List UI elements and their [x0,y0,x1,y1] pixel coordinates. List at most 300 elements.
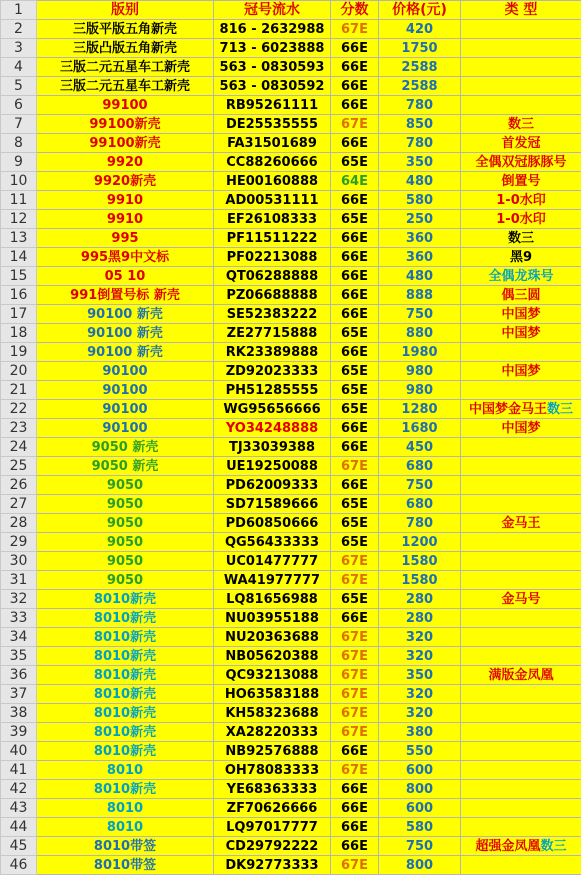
table-row [1,609,581,628]
table-row [1,248,581,267]
cell-serial[interactable]: TJ33039388 [214,438,331,457]
cell-serial[interactable]: SE52383222 [214,305,331,324]
row-number[interactable]: 18 [1,324,37,343]
cell-price[interactable]: 680 [379,495,461,514]
cell-price[interactable]: 980 [379,381,461,400]
cell-price[interactable]: 600 [379,799,461,818]
cell-edition[interactable]: 90100 新壳 [37,343,214,362]
cell-price[interactable]: 320 [379,704,461,723]
row-number[interactable]: 19 [1,343,37,362]
cell-type[interactable] [461,457,581,476]
cell-edition[interactable]: 9920新壳 [37,172,214,191]
cell-score[interactable]: 66E [331,609,379,628]
cell-type[interactable] [461,115,581,134]
cell-type[interactable] [461,590,581,609]
cell-serial[interactable]: NU03955188 [214,609,331,628]
cell-price[interactable]: 360 [379,229,461,248]
row-number[interactable]: 3 [1,39,37,58]
row-number[interactable]: 29 [1,533,37,552]
row-number[interactable]: 45 [1,837,37,856]
cell-type[interactable] [461,58,581,77]
cell-edition[interactable]: 9050 [37,514,214,533]
cell-price[interactable]: 2588 [379,77,461,96]
cell-score[interactable]: 66E [331,134,379,153]
cell-price[interactable]: 280 [379,590,461,609]
cell-score[interactable]: 66E [331,267,379,286]
cell-edition[interactable]: 8010新壳 [37,780,214,799]
cell-edition[interactable]: 8010带签 [37,837,214,856]
cell-serial[interactable]: PD62009333 [214,476,331,495]
row-number[interactable]: 42 [1,780,37,799]
cell-edition[interactable]: 三版凸版五角新壳 [37,39,214,58]
cell-edition[interactable]: 90100 [37,362,214,381]
cell-edition[interactable]: 99100 [37,96,214,115]
row-number[interactable]: 44 [1,818,37,837]
type-label: 数三 [507,116,534,132]
cell-edition[interactable]: 8010新壳 [37,590,214,609]
cell-score[interactable]: 66E [331,305,379,324]
cell-score[interactable]: 67E [331,723,379,742]
table-row [1,343,581,362]
cell-edition[interactable]: 9910 [37,191,214,210]
cell-serial[interactable]: LQ81656988 [214,590,331,609]
row-number[interactable]: 21 [1,381,37,400]
header-serial[interactable]: 冠号流水 [214,1,331,20]
cell-edition[interactable]: 05 10 [37,267,214,286]
cell-price[interactable]: 780 [379,134,461,153]
cell-score[interactable]: 66E [331,343,379,362]
cell-price[interactable]: 750 [379,476,461,495]
header-score[interactable]: 分数 [331,1,379,20]
table-row [1,134,581,153]
type-label: 1-0水印 [496,192,546,208]
cell-edition[interactable]: 9050 [37,495,214,514]
cell-edition[interactable]: 8010新壳 [37,666,214,685]
cell-edition[interactable]: 9050 新壳 [37,457,214,476]
cell-price[interactable]: 1280 [379,400,461,419]
cell-edition[interactable]: 三版二元五星车工新壳 [37,58,214,77]
cell-type[interactable] [461,191,581,210]
cell-serial[interactable]: QT06288888 [214,267,331,286]
cell-serial[interactable]: WG95656666 [214,400,331,419]
row-number[interactable]: 1 [1,1,37,20]
cell-score[interactable]: 65E [331,590,379,609]
cell-serial[interactable]: FA31501689 [214,134,331,153]
cell-price[interactable]: 600 [379,761,461,780]
row-number[interactable]: 27 [1,495,37,514]
cell-serial[interactable]: 816 - 2632988 [214,20,331,39]
cell-score[interactable]: 66E [331,780,379,799]
cell-type[interactable] [461,210,581,229]
cell-type[interactable] [461,742,581,761]
cell-edition[interactable]: 9910 [37,210,214,229]
row-number[interactable]: 25 [1,457,37,476]
cell-score[interactable]: 67E [331,856,379,875]
cell-edition[interactable]: 995 [37,229,214,248]
cell-type[interactable] [461,438,581,457]
cell-score[interactable]: 67E [331,20,379,39]
cell-edition[interactable]: 8010 [37,799,214,818]
row-number[interactable]: 6 [1,96,37,115]
cell-serial[interactable]: YE68363333 [214,780,331,799]
cell-price[interactable]: 580 [379,818,461,837]
cell-price[interactable]: 750 [379,305,461,324]
row-number[interactable]: 8 [1,134,37,153]
cell-serial[interactable]: XA28220333 [214,723,331,742]
cell-score[interactable]: 66E [331,58,379,77]
cell-score[interactable]: 65E [331,153,379,172]
cell-edition[interactable]: 三版平版五角新壳 [37,20,214,39]
cell-score[interactable]: 67E [331,761,379,780]
cell-price[interactable]: 320 [379,685,461,704]
cell-score[interactable]: 66E [331,818,379,837]
cell-price[interactable]: 320 [379,628,461,647]
cell-price[interactable]: 850 [379,115,461,134]
cell-type[interactable] [461,799,581,818]
cell-serial[interactable]: DK92773333 [214,856,331,875]
cell-score[interactable]: 66E [331,438,379,457]
cell-serial[interactable]: ZF70626666 [214,799,331,818]
cell-score[interactable]: 66E [331,77,379,96]
table-row [1,419,581,438]
cell-edition[interactable]: 9050 [37,571,214,590]
cell-serial[interactable]: PZ06688888 [214,286,331,305]
row-number[interactable]: 26 [1,476,37,495]
cell-price[interactable]: 750 [379,837,461,856]
type-label: 数三 [507,230,534,246]
cell-serial[interactable]: HO63583188 [214,685,331,704]
row-number[interactable]: 38 [1,704,37,723]
cell-price[interactable]: 350 [379,666,461,685]
cell-serial[interactable]: PH51285555 [214,381,331,400]
cell-price[interactable]: 2588 [379,58,461,77]
cell-edition[interactable]: 8010带签 [37,856,214,875]
row-number[interactable]: 4 [1,58,37,77]
cell-type[interactable] [461,495,581,514]
row-number[interactable]: 34 [1,628,37,647]
cell-price[interactable]: 780 [379,514,461,533]
row-number[interactable]: 7 [1,115,37,134]
cell-score[interactable]: 65E [331,495,379,514]
cell-price[interactable]: 1750 [379,39,461,58]
cell-price[interactable]: 380 [379,723,461,742]
cell-edition[interactable]: 8010新壳 [37,723,214,742]
cell-type[interactable] [461,476,581,495]
cell-type[interactable] [461,229,581,248]
cell-edition[interactable]: 8010新壳 [37,742,214,761]
cell-score[interactable]: 66E [331,419,379,438]
cell-edition[interactable]: 三版二元五星车工新壳 [37,77,214,96]
cell-serial[interactable]: HE00160888 [214,172,331,191]
cell-type[interactable] [461,20,581,39]
row-number[interactable]: 22 [1,400,37,419]
cell-price[interactable]: 350 [379,153,461,172]
cell-price[interactable]: 680 [379,457,461,476]
row-number[interactable]: 40 [1,742,37,761]
cell-serial[interactable]: UE19250088 [214,457,331,476]
cell-score[interactable]: 65E [331,210,379,229]
cell-type[interactable] [461,172,581,191]
cell-score[interactable]: 66E [331,742,379,761]
cell-edition[interactable]: 8010 [37,761,214,780]
cell-score[interactable]: 64E [331,172,379,191]
cell-price[interactable]: 420 [379,20,461,39]
row-number[interactable]: 41 [1,761,37,780]
row-number[interactable]: 36 [1,666,37,685]
row-number[interactable]: 28 [1,514,37,533]
row-number[interactable]: 16 [1,286,37,305]
cell-edition[interactable]: 9050 [37,552,214,571]
cell-type[interactable] [461,248,581,267]
row-number[interactable]: 23 [1,419,37,438]
cell-price[interactable]: 880 [379,324,461,343]
type-label: 超强金凤凰 [475,838,541,854]
cell-serial[interactable]: KH58323688 [214,704,331,723]
cell-score[interactable]: 67E [331,685,379,704]
cell-edition[interactable]: 90100 [37,419,214,438]
cell-type[interactable] [461,419,581,438]
cell-price[interactable]: 480 [379,172,461,191]
cell-score[interactable]: 66E [331,476,379,495]
row-number[interactable]: 32 [1,590,37,609]
cell-edition[interactable]: 99100新壳 [37,115,214,134]
cell-serial[interactable]: SD71589666 [214,495,331,514]
cell-type[interactable] [461,704,581,723]
row-number[interactable]: 2 [1,20,37,39]
row-number[interactable]: 5 [1,77,37,96]
cell-price[interactable]: 1680 [379,419,461,438]
header-row [1,1,581,20]
cell-edition[interactable]: 90100 新壳 [37,305,214,324]
cell-price[interactable]: 1580 [379,552,461,571]
cell-type[interactable] [461,96,581,115]
cell-type[interactable] [461,134,581,153]
row-number[interactable]: 15 [1,267,37,286]
cell-score[interactable]: 65E [331,533,379,552]
row-number[interactable]: 12 [1,210,37,229]
cell-edition[interactable]: 8010新壳 [37,628,214,647]
cell-type[interactable] [461,647,581,666]
cell-score[interactable]: 67E [331,457,379,476]
cell-type[interactable] [461,628,581,647]
cell-edition[interactable]: 9920 [37,153,214,172]
row-number[interactable]: 31 [1,571,37,590]
cell-type[interactable] [461,609,581,628]
cell-serial[interactable]: OH78083333 [214,761,331,780]
cell-serial[interactable]: NB05620388 [214,647,331,666]
cell-price[interactable]: 1200 [379,533,461,552]
cell-serial[interactable]: PF02213088 [214,248,331,267]
table-row [1,286,581,305]
cell-score[interactable]: 67E [331,647,379,666]
row-number[interactable]: 43 [1,799,37,818]
cell-price[interactable]: 580 [379,191,461,210]
type-label: 全偶龙珠号 [488,268,554,284]
row-number[interactable]: 13 [1,229,37,248]
row-number[interactable]: 37 [1,685,37,704]
table-row [1,172,581,191]
cell-price[interactable]: 250 [379,210,461,229]
cell-score[interactable]: 67E [331,628,379,647]
cell-score[interactable]: 67E [331,552,379,571]
cell-type[interactable] [461,153,581,172]
cell-serial[interactable]: AD00531111 [214,191,331,210]
header-price[interactable]: 价格(元) [379,1,461,20]
table-row [1,818,581,837]
cell-serial[interactable]: NB92576888 [214,742,331,761]
cell-type[interactable] [461,362,581,381]
cell-edition[interactable]: 9050 [37,476,214,495]
cell-price[interactable]: 1580 [379,571,461,590]
header-edition[interactable]: 版别 [37,1,214,20]
cell-serial[interactable]: PF11511222 [214,229,331,248]
cell-type[interactable] [461,381,581,400]
cell-score[interactable]: 65E [331,400,379,419]
row-number[interactable]: 11 [1,191,37,210]
row-number[interactable]: 10 [1,172,37,191]
cell-price[interactable]: 1980 [379,343,461,362]
cell-serial[interactable]: RK23389888 [214,343,331,362]
table-row [1,39,581,58]
table-row [1,856,581,875]
cell-serial[interactable]: WA41977777 [214,571,331,590]
cell-edition[interactable]: 8010新壳 [37,704,214,723]
cell-score[interactable]: 66E [331,96,379,115]
cell-edition[interactable]: 90100 [37,400,214,419]
cell-type[interactable] [461,400,581,419]
row-number[interactable]: 24 [1,438,37,457]
cell-score[interactable]: 67E [331,571,379,590]
cell-edition[interactable]: 99100新壳 [37,134,214,153]
cell-type[interactable] [461,267,581,286]
table-row [1,362,581,381]
cell-serial[interactable]: DE25535555 [214,115,331,134]
cell-price[interactable]: 800 [379,780,461,799]
cell-serial[interactable]: 713 - 6023888 [214,39,331,58]
row-number[interactable]: 35 [1,647,37,666]
cell-type[interactable] [461,77,581,96]
row-number[interactable]: 20 [1,362,37,381]
cell-serial[interactable]: CC88260666 [214,153,331,172]
cell-serial[interactable]: EF26108333 [214,210,331,229]
cell-edition[interactable]: 8010 [37,818,214,837]
cell-score[interactable]: 67E [331,666,379,685]
cell-score[interactable]: 65E [331,514,379,533]
cell-serial[interactable]: ZD92023333 [214,362,331,381]
cell-type[interactable] [461,39,581,58]
cell-serial[interactable]: 563 - 0830593 [214,58,331,77]
cell-type[interactable] [461,685,581,704]
row-number[interactable]: 39 [1,723,37,742]
cell-price[interactable]: 780 [379,96,461,115]
cell-score[interactable]: 67E [331,115,379,134]
cell-edition[interactable]: 9050 新壳 [37,438,214,457]
type-label: 倒置号 [501,173,541,189]
cell-edition[interactable]: 991倒置号标 新壳 [37,286,214,305]
cell-type[interactable] [461,761,581,780]
cell-serial[interactable]: YO34248888 [214,419,331,438]
cell-edition[interactable]: 995黑9中文标 [37,248,214,267]
cell-serial[interactable]: RB95261111 [214,96,331,115]
cell-price[interactable]: 550 [379,742,461,761]
type-label: 数三 [540,838,567,854]
cell-type[interactable] [461,343,581,362]
cell-serial[interactable]: UC01477777 [214,552,331,571]
table-row [1,457,581,476]
cell-serial[interactable]: QG56433333 [214,533,331,552]
cell-price[interactable]: 320 [379,647,461,666]
row-number[interactable]: 46 [1,856,37,875]
cell-score[interactable]: 66E [331,248,379,267]
row-number[interactable]: 30 [1,552,37,571]
cell-score[interactable]: 65E [331,324,379,343]
cell-edition[interactable]: 8010新壳 [37,647,214,666]
cell-type[interactable] [461,856,581,875]
cell-type[interactable] [461,723,581,742]
row-number[interactable]: 9 [1,153,37,172]
cell-edition[interactable]: 90100 新壳 [37,324,214,343]
cell-type[interactable] [461,514,581,533]
cell-price[interactable]: 980 [379,362,461,381]
cell-score[interactable]: 66E [331,229,379,248]
row-number[interactable]: 17 [1,305,37,324]
header-type[interactable]: 类 型 [461,1,581,20]
cell-score[interactable]: 66E [331,799,379,818]
cell-serial[interactable]: ZE27715888 [214,324,331,343]
cell-type[interactable] [461,571,581,590]
cell-type[interactable] [461,837,581,856]
cell-type[interactable] [461,666,581,685]
table-row [1,761,581,780]
cell-type[interactable] [461,286,581,305]
cell-score[interactable]: 67E [331,704,379,723]
cell-serial[interactable]: 563 - 0830592 [214,77,331,96]
cell-score[interactable]: 65E [331,362,379,381]
cell-type[interactable] [461,305,581,324]
table-row [1,153,581,172]
cell-serial[interactable]: QC93213088 [214,666,331,685]
cell-type[interactable] [461,324,581,343]
row-number[interactable]: 33 [1,609,37,628]
cell-serial[interactable]: CD29792222 [214,837,331,856]
cell-score[interactable]: 66E [331,191,379,210]
cell-price[interactable]: 800 [379,856,461,875]
cell-edition[interactable]: 9050 [37,533,214,552]
cell-type[interactable] [461,818,581,837]
cell-serial[interactable]: NU20363688 [214,628,331,647]
table-row [1,324,581,343]
cell-edition[interactable]: 8010新壳 [37,609,214,628]
cell-price[interactable]: 360 [379,248,461,267]
cell-edition[interactable]: 90100 [37,381,214,400]
row-number[interactable]: 14 [1,248,37,267]
cell-type[interactable] [461,533,581,552]
cell-type[interactable] [461,780,581,799]
cell-score[interactable]: 66E [331,837,379,856]
cell-type[interactable] [461,552,581,571]
cell-price[interactable]: 888 [379,286,461,305]
table-row [1,533,581,552]
cell-price[interactable]: 450 [379,438,461,457]
cell-price[interactable]: 480 [379,267,461,286]
cell-score[interactable]: 66E [331,286,379,305]
cell-edition[interactable]: 8010新壳 [37,685,214,704]
cell-price[interactable]: 280 [379,609,461,628]
cell-serial[interactable]: PD60850666 [214,514,331,533]
cell-serial[interactable]: LQ97017777 [214,818,331,837]
cell-score[interactable]: 66E [331,39,379,58]
cell-score[interactable]: 65E [331,381,379,400]
